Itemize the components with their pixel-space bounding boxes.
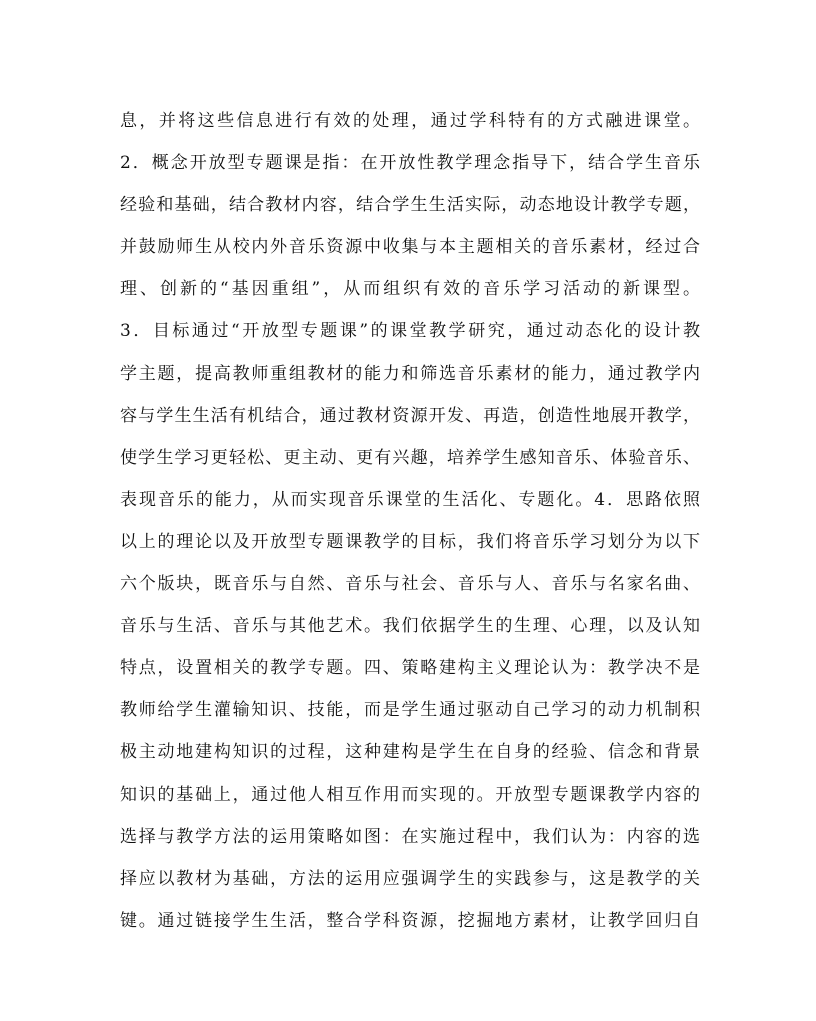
text-line: 容与学生生活有机结合，通过教材资源开发、再造，创造性地展开教学， (120, 405, 700, 426)
text-line: 息，并将这些信息进行有效的处理，通过学科特有的方式融进课堂。 (120, 111, 700, 131)
text-line: 知识的基础上，通过他人相互作用而实现的。开放型专题课教学内容的 (120, 784, 700, 805)
text-line: 2．概念开放型专题课是指：在开放性教学理念指导下，结合学生音乐 (120, 153, 700, 174)
text-line: 以上的理论以及开放型专题课教学的目标，我们将音乐学习划分为以下 (120, 531, 700, 552)
text-line: 经验和基础，结合教材内容，结合学生生活实际，动态地设计教学专题， (120, 195, 700, 216)
text-line: 教师给学生灌输知识、技能，而是学生通过驱动自己学习的动力机制积 (120, 700, 700, 721)
text-line: 择应以教材为基础，方法的运用应强调学生的实践参与，这是教学的关 (120, 868, 700, 889)
text-line: 极主动地建构知识的过程，这种建构是学生在自身的经验、信念和背景 (120, 742, 700, 763)
text-line: 选择与教学方法的运用策略如图：在实施过程中，我们认为：内容的选 (120, 826, 700, 847)
text-line: 并鼓励师生从校内外音乐资源中收集与本主题相关的音乐素材，经过合 (120, 237, 700, 258)
text-line: 键。通过链接学生生活，整合学科资源，挖掘地方素材，让教学回归自 (120, 910, 700, 931)
text-line: 3．目标通过“开放型专题课”的课堂教学研究，通过动态化的设计教 (120, 321, 700, 342)
text-line: 音乐与生活、音乐与其他艺术。我们依据学生的生理、心理，以及认知 (120, 616, 700, 637)
text-line: 使学生学习更轻松、更主动、更有兴趣，培养学生感知音乐、体验音乐、 (120, 447, 700, 468)
text-line: 六个版块，既音乐与自然、音乐与社会、音乐与人、音乐与名家名曲、 (120, 574, 700, 595)
text-line: 表现音乐的能力，从而实现音乐课堂的生活化、专题化。4．思路依照 (120, 489, 700, 510)
text-line: 学主题，提高教师重组教材的能力和筛选音乐素材的能力，通过教学内 (120, 363, 700, 384)
body-text (120, 100, 700, 942)
text-line: 理、创新的“基因重组”，从而组织有效的音乐学习活动的新课型。 (120, 279, 700, 300)
text-line: 特点，设置相关的教学专题。四、策略建构主义理论认为：教学决不是 (120, 658, 700, 679)
